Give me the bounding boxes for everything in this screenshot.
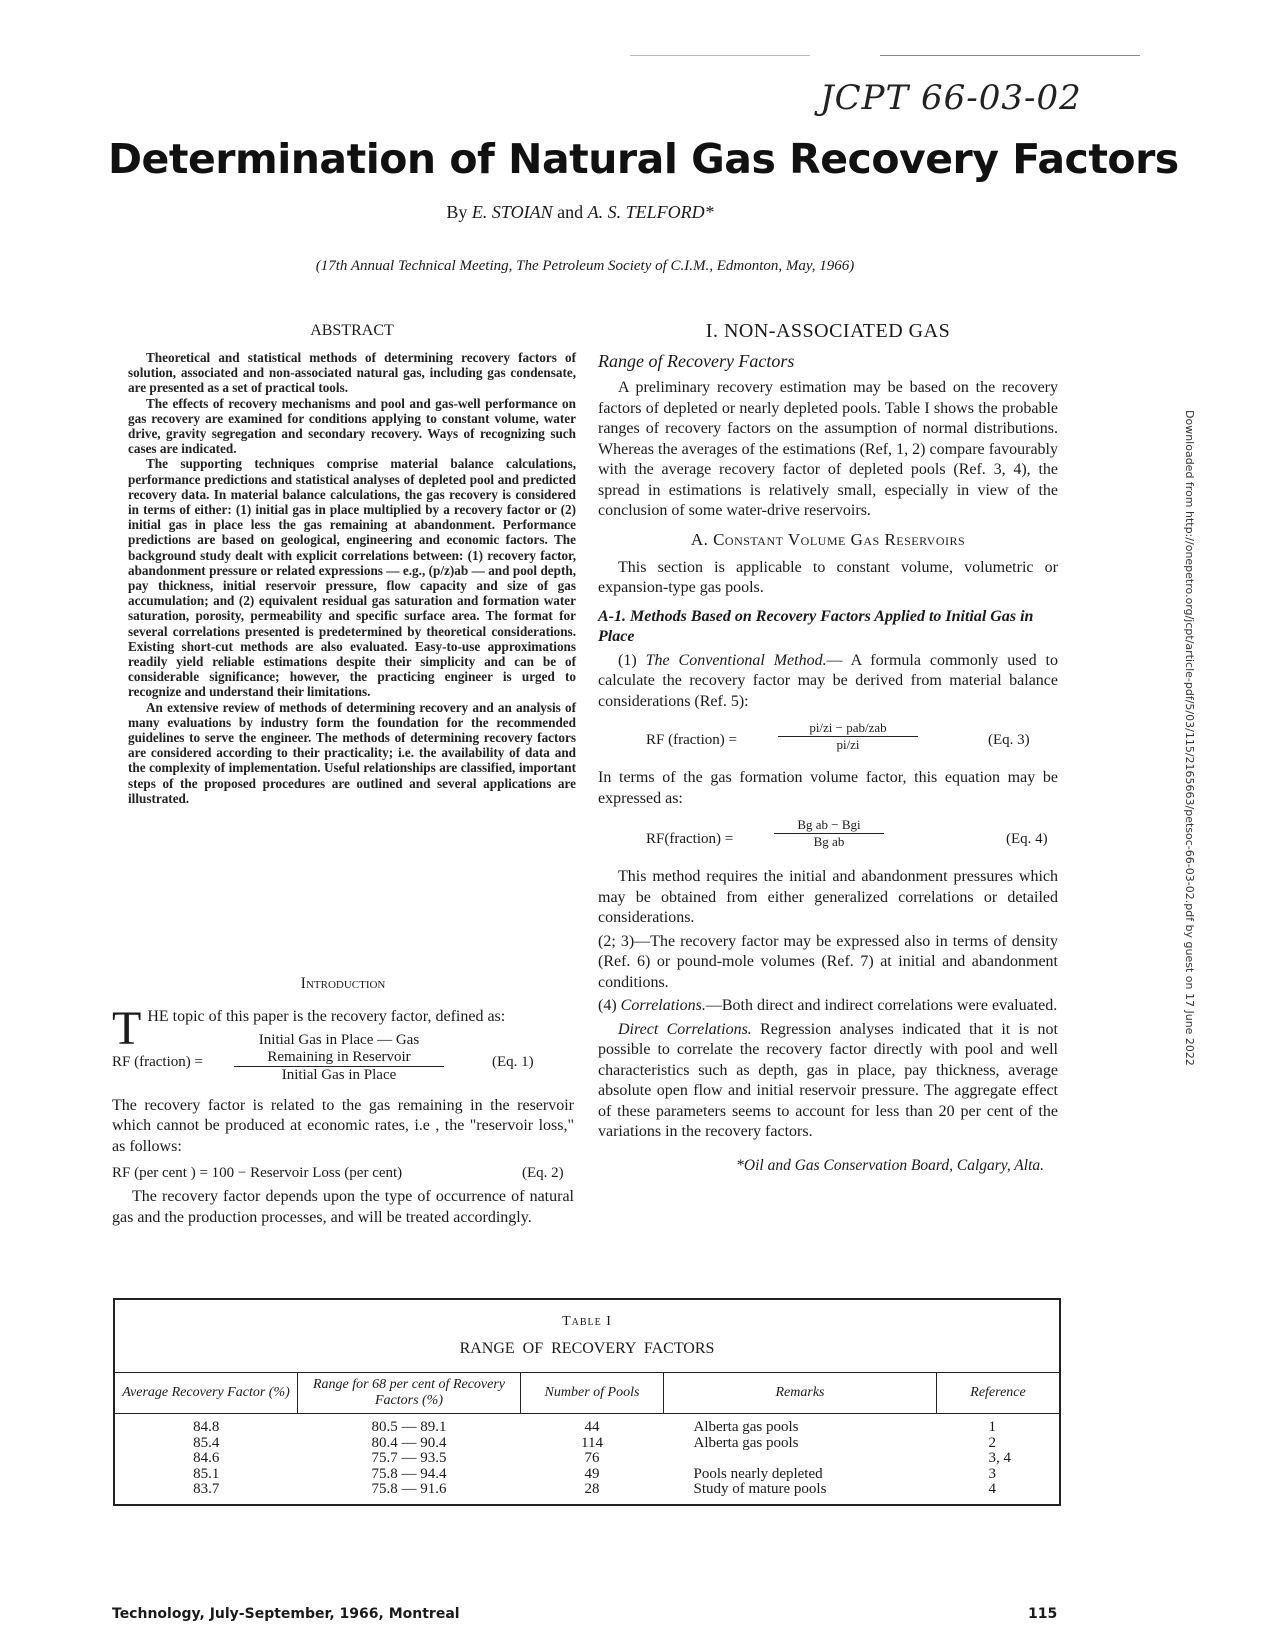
eq4-numerator: Bg ab − Bgi	[774, 817, 884, 834]
page-number: 115	[1028, 1606, 1058, 1622]
table-header-row	[115, 1373, 1059, 1414]
section-paragraph: A preliminary recovery estimation may be based on the recovery factors of depleted or nearly depleted pools. Table I shows the probable ranges of recovery factors on the assumption of normal distributions. Whereas the averages of the estimations (Ref, 1, 2) compare favourably with the average recovery factor of depleted pools (Ref. 3, 4), the spread in estimations is relatively small, especially in view of the conclusion of some water-drive reservoirs.	[598, 379, 1058, 519]
eq4-fraction	[774, 817, 884, 850]
meeting-info: (17th Annual Technical Meeting, The Petroleum Society of C.I.M., Edmonton, May, 1966)	[315, 258, 855, 274]
intro-paragraph-3: The recovery factor depends upon the type of occurrence of natural gas and the production processes, and will be treated accordingly.	[112, 1188, 574, 1226]
byline	[0, 202, 1160, 223]
conventional-method-paragraph: (1) The Conventional Method.— A formula commonly used to calculate the recovery factor may be derived from material balance considerations (Ref. 5):	[598, 651, 1058, 710]
table-row: 84.6 75.7 — 93.5 76 3, 4	[193, 1450, 1011, 1466]
handwritten-reference: JCPT 66-03-02	[820, 78, 1082, 118]
eq1-denominator: Initial Gas in Place	[281, 1066, 397, 1083]
recovery-factors-table	[115, 1372, 1059, 1498]
eq3-label: (Eq. 3)	[988, 732, 1030, 748]
col-header-range: Range for 68 per cent of Recovery Factors (%)	[298, 1373, 521, 1414]
equation-1	[112, 1032, 574, 1090]
equation-2	[112, 1161, 574, 1187]
intro-paragraph-1: THE topic of this paper is the recovery factor, defined as:	[112, 1002, 506, 1055]
eq4-lhs: RF(fraction) =	[646, 831, 734, 847]
abstract-body	[128, 350, 576, 806]
section-paragraph: This section is applicable to constant volume, volumetric or expansion-type gas pools.	[598, 558, 1058, 596]
abstract-paragraph: The supporting techniques comprise material balance calculations, performance predictions and statistical analyses of depleted pool and predicted recovery data. In material balance calculations, the gas recovery is considered in terms of either: (1) initial gas in place multiplied by a recovery factor or (2) initial gas in place less the gas remaining at abandonment. Performance predictions are based on geological, engineering and economic factors. The background study dealt with explicit correlations between: (1) recovery factor, abandonment pressure or related expressions — e.g., (p/z)ab — and pool depth, pay thickness, initial reservoir pressure, flow capacity and size of gas accumulation; and (2) equivalent residual gas saturation and formation water saturation, porosity, permeability and specific surface area. The format for several correlations presented is predetermined by theoretical considerations. Existing short-cut methods are also evaluated. Easy-to-use approximations readily yield reliable estimations despite their simplicity and can be of considerable significance; however, the practicing engineer is urged to recognize and understand their limitations.	[128, 456, 576, 700]
eq1-fraction	[234, 1032, 444, 1084]
eq1-numerator-line2: Remaining in Reservoir	[234, 1049, 444, 1067]
col-header-pools: Number of Pools	[521, 1373, 664, 1414]
correlations-paragraph: (4) Correlations.—Both direct and indirect correlations were evaluated.	[598, 997, 1058, 1014]
eq4-label: (Eq. 4)	[1006, 831, 1048, 847]
author-telford: A. S. TELFORD*	[587, 202, 714, 222]
equation-3	[598, 718, 1058, 768]
eq2-text: RF (per cent ) = 100 − Reservoir Loss (per cent)	[112, 1165, 403, 1181]
table-row: 83.7 75.8 — 91.6 28 Study of mature pools 4	[193, 1481, 996, 1497]
subsection-heading: Range of Recovery Factors	[598, 351, 795, 371]
subsection-a-heading: A. Constant Volume Gas Reservoirs	[690, 529, 966, 549]
intro-paragraph-2: The recovery factor is related to the gas remaining in the reservoir which cannot be produced at economic rates, i.e , the "reservoir loss," as follows:	[112, 1096, 574, 1155]
table-row: 85.4 80.4 — 90.4 114 Alberta gas pools 2	[193, 1434, 996, 1451]
download-watermark: Downloaded from http://onepetro.org/jcpt/article-pdf/5/03/115/2165663/petsoc-66-03-02.pdf by guest on 17 June 2022	[1183, 410, 1196, 1066]
col-header-remarks: Remarks	[664, 1373, 937, 1414]
eq1-lhs: RF (fraction) =	[112, 1053, 203, 1070]
section-heading: I. NON-ASSOCIATED GAS	[705, 320, 951, 342]
left-column	[128, 322, 576, 806]
table-row: 84.8 80.5 — 89.1 44 Alberta gas pools 1	[193, 1419, 996, 1435]
byline-by: By	[446, 202, 468, 222]
author-stoian: E. STOIAN	[471, 202, 553, 222]
abstract-paragraph: An extensive review of methods of determining recovery and an analysis of many evaluations by industry form the foundation for the recommended guidelines to serve the engineer. The methods of determining recovery factors are considered according to their practicality; i.e. the availability of data and the complexity of implementation. Useful relationships are classified, important steps of the proposed procedures are outlined and several applications are illustrated.	[128, 699, 576, 806]
direct-correlations-paragraph: Direct Correlations. Regression analyses indicated that it is not possible to correlate the recovery factor directly with pool and well characteristics such as depth, gas in place, pay thickness, average absolute open flow and initial reservoir pressure. The aggregate effect of these parameters seems to account for less than 20 per cent of the variations in the recovery factors.	[598, 1020, 1058, 1140]
introduction-heading: Introduction	[300, 975, 386, 992]
table-i	[113, 1298, 1061, 1506]
eq3-lhs: RF (fraction) =	[646, 732, 737, 748]
section-paragraph: (2; 3)—The recovery factor may be expressed also in terms of density (Ref. 6) or pound-mole volumes (Ref. 7) at initial and abandonment conditions.	[598, 932, 1058, 991]
byline-and: and	[557, 202, 584, 222]
eq4-intro-paragraph: In terms of the gas formation volume factor, this equation may be expressed as:	[598, 769, 1058, 807]
eq3-fraction	[778, 720, 918, 753]
col-header-average: Average Recovery Factor (%)	[115, 1373, 298, 1414]
section-paragraph: This method requires the initial and abandonment pressures which may be obtained from either generalized correlations or detailed considerations.	[598, 868, 1058, 926]
eq1-numerator-line1: Initial Gas in Place — Gas	[258, 1031, 420, 1048]
subsection-a1-heading: A-1. Methods Based on Recovery Factors Applied to Initial Gas in Place	[598, 607, 1034, 645]
footer-journal: Technology, July-September, 1966, Montreal	[112, 1606, 460, 1622]
eq3-numerator: pi/zi − pab/zab	[778, 720, 918, 737]
table-caption-title: RANGE OF RECOVERY FACTORS	[459, 1340, 715, 1357]
eq1-label: (Eq. 1)	[492, 1053, 534, 1070]
table-caption-number: Table I	[562, 1314, 612, 1329]
col-header-reference: Reference	[937, 1373, 1060, 1414]
eq4-denominator: Bg ab	[813, 834, 845, 849]
equation-4	[598, 815, 1058, 867]
introduction-section	[112, 975, 574, 1231]
eq3-denominator: pi/zi	[836, 737, 860, 752]
table-row: 85.1 75.8 — 94.4 49 Pools nearly depleted 3	[193, 1465, 996, 1482]
abstract-heading: ABSTRACT	[310, 322, 394, 339]
abstract-paragraph: The effects of recovery mechanisms and pool and gas-well performance on gas recovery are examined for conditions applying to constant volume, water drive, gravity segregation and secondary recovery. Ways of recognizing such cases are indicated.	[128, 395, 576, 457]
drop-cap: T	[112, 1002, 142, 1055]
footnote: *Oil and Gas Conservation Board, Calgary, Alta.	[736, 1156, 1044, 1174]
eq2-label: (Eq. 2)	[522, 1165, 564, 1181]
abstract-paragraph: Theoretical and statistical methods of determining recovery factors of solution, associated and non-associated natural gas, including gas condensate, are presented as a set of practical tools.	[128, 350, 576, 396]
page-title: Determination of Natural Gas Recovery Factors	[108, 135, 1179, 183]
right-column	[598, 320, 1058, 1175]
